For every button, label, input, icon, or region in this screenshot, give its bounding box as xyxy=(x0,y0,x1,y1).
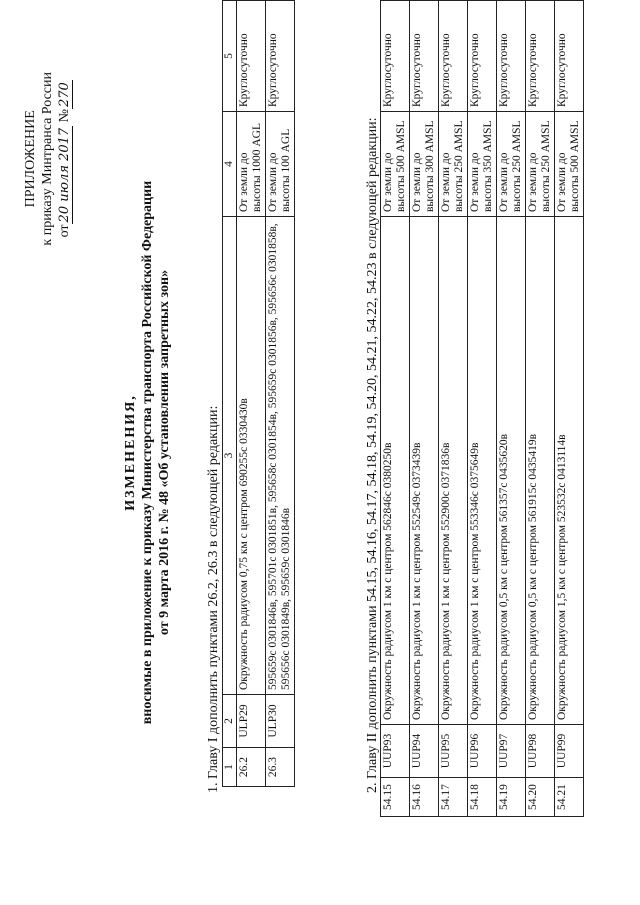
section-1-intro: 1. Главу I дополнить пунктами 26.2, 26.3 в следующей редакции: xyxy=(206,405,221,793)
row-number: 54.20 xyxy=(526,778,555,817)
header-cell: 4 xyxy=(223,112,237,217)
zone-altitude: От земли до высоты 100 AGL xyxy=(266,112,295,217)
zone-altitude: От земли до высоты 500 AMSL xyxy=(555,112,584,217)
zone-schedule: Круглосуточно xyxy=(526,1,555,112)
date-prefix: от xyxy=(57,224,72,238)
row-number: 54.19 xyxy=(497,778,526,817)
row-number: 54.18 xyxy=(468,778,497,817)
zone-boundary: Окружность радиусом 1 км с центром 553346с 0375649в xyxy=(468,217,497,725)
zone-boundary: Окружность радиусом 1 км с центром 552900с 0371836в xyxy=(439,217,468,725)
zone-altitude: От земли до высоты 1000 AGL xyxy=(237,112,266,217)
zone-schedule: Круглосуточно xyxy=(237,1,266,112)
zone-boundary: Окружность радиусом 1 км с центром 552549с 0373439в xyxy=(410,217,439,725)
row-number: 26.3 xyxy=(266,748,295,787)
zone-code: UUP97 xyxy=(497,725,526,778)
zone-altitude: От земли до высоты 350 AMSL xyxy=(468,112,497,217)
zone-schedule: Круглосуточно xyxy=(381,1,410,112)
zone-boundary: Окружность радиусом 0,75 км с центром 690255с 0330430в xyxy=(237,217,266,695)
table-row xyxy=(266,1,295,787)
zone-altitude: От земли до высоты 250 AMSL xyxy=(526,112,555,217)
appendix-order-ref: к приказу Минтранса России xyxy=(40,72,55,246)
appendix-date-line xyxy=(56,72,73,246)
document-heading xyxy=(122,40,173,865)
header-cell: 1 xyxy=(223,748,237,787)
table-row xyxy=(555,1,584,817)
zone-schedule: Круглосуточно xyxy=(410,1,439,112)
table-row xyxy=(237,1,266,787)
header-cell: 5 xyxy=(223,1,237,112)
zone-altitude: От земли до высоты 250 AMSL xyxy=(439,112,468,217)
table-row xyxy=(410,1,439,817)
zone-code: UUP99 xyxy=(555,725,584,778)
zone-schedule: Круглосуточно xyxy=(266,1,295,112)
zones-table-2 xyxy=(380,0,584,817)
zone-boundary: Окружность радиусом 1 км с центром 562846с 0380250в xyxy=(381,217,410,725)
table-row xyxy=(439,1,468,817)
zone-altitude: От земли до высоты 500 AMSL xyxy=(381,112,410,217)
zone-boundary: Окружность радиусом 0,5 км с центром 561357с 0435620в xyxy=(497,217,526,725)
table-row xyxy=(381,1,410,817)
table-row xyxy=(526,1,555,817)
row-number: 54.16 xyxy=(410,778,439,817)
heading-caps: ИЗМЕНЕНИЯ, xyxy=(123,394,138,511)
header-cell: 2 xyxy=(223,695,237,748)
zone-code: ULP30 xyxy=(266,695,295,748)
handwritten-date: 20 июля 2017 xyxy=(57,127,72,223)
zone-code: ULP29 xyxy=(237,695,266,748)
table-row xyxy=(497,1,526,817)
section-2-intro: 2. Главу II дополнить пунктами 54.15, 54.16, 54.17, 54.18, 54.19, 54.20, 54.21, 54.22, 54.23 в следующей редакции: xyxy=(365,117,380,793)
heading-line-2: от 9 марта 2016 г. № 48 «Об установлении запретных зон» xyxy=(157,269,172,636)
zone-code: UUP98 xyxy=(526,725,555,778)
zone-altitude: От земли до высоты 300 AMSL xyxy=(410,112,439,217)
row-number: 54.21 xyxy=(555,778,584,817)
heading-line-1: вносимые в приложение к приказу Министерства транспорта Российской Федерации xyxy=(140,180,155,725)
table-row xyxy=(468,1,497,817)
zone-schedule: Круглосуточно xyxy=(439,1,468,112)
row-number: 26.2 xyxy=(237,748,266,787)
zone-altitude: От земли до высоты 250 AMSL xyxy=(497,112,526,217)
zone-code: UUP94 xyxy=(410,725,439,778)
handwritten-number: 270 xyxy=(57,82,72,107)
number-prefix: № xyxy=(57,109,72,123)
appendix-title: ПРИЛОЖЕНИЕ xyxy=(23,110,38,208)
zone-code: UUP95 xyxy=(439,725,468,778)
table-header-row xyxy=(223,1,237,787)
zone-schedule: Круглосуточно xyxy=(468,1,497,112)
zones-table-1 xyxy=(222,0,295,787)
zone-boundary: 595659с 0301846в, 595701с 0301851в, 595658с 0301854в, 595659с 0301856в, 595656с 0301858в, 595656с 0301849в, 595659с 0301846в xyxy=(266,217,295,695)
row-number: 54.17 xyxy=(439,778,468,817)
zone-schedule: Круглосуточно xyxy=(497,1,526,112)
header-cell: 3 xyxy=(223,217,237,695)
zone-code: UUP96 xyxy=(468,725,497,778)
zone-boundary: Окружность радиусом 1,5 км с центром 523532с 0413114в xyxy=(555,217,584,725)
row-number: 54.15 xyxy=(381,778,410,817)
zone-boundary: Окружность радиусом 0,5 км с центром 561915с 0435419в xyxy=(526,217,555,725)
zone-code: UUP93 xyxy=(381,725,410,778)
zone-schedule: Круглосуточно xyxy=(555,1,584,112)
appendix-block xyxy=(22,72,73,246)
